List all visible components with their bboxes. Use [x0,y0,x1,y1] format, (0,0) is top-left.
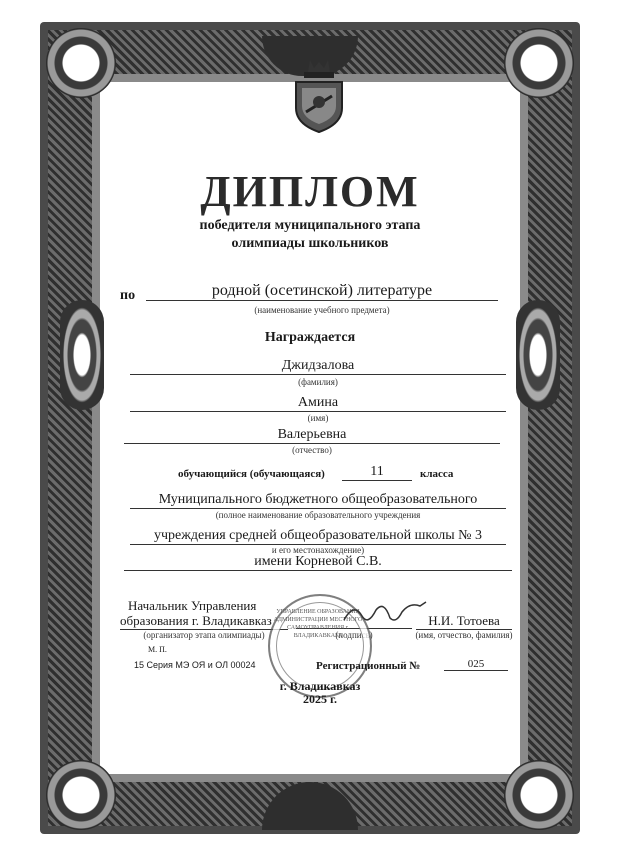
awarded-label: Награждается [264,330,356,345]
series-number: 15 Серия МЭ ОЯ и ОЛ 00024 [134,660,256,670]
diploma-title: ДИПЛОМ [200,167,420,216]
school-line-3: имени Корневой С.В. [124,554,512,571]
subject-prefix: по [120,288,136,303]
school-caption-1: (полное наименование образовательного учреждения [215,510,421,520]
school-line-2: учреждения средней общеобразовательной школы № 3 [130,528,506,545]
subtitle-line-2: олимпиады школьников [231,236,389,251]
corner-ornament-bottom-right [504,760,574,830]
signatory-name-caption: (имя, отчество, фамилия) [415,630,513,640]
side-ornament-right [516,300,560,410]
signature-icon [340,598,430,628]
corner-ornament-top-right [504,28,574,98]
name-value: Амина [130,395,506,412]
surname-caption: (фамилия) [298,377,338,387]
year: 2025 г. [302,692,338,706]
surname-value: Джидзалова [130,358,506,375]
registration-label: Регистрационный № [316,660,421,672]
city: г. Владикавказ [279,679,361,693]
org-line-2: образования г. Владикавказ [120,613,288,630]
org-line-1: Начальник Управления [128,598,257,613]
coat-of-arms-icon [290,56,348,134]
signatory-name: Н.И. Тотоева [416,613,512,630]
patronymic-caption: (отчество) [292,445,332,455]
registration-number: 025 [444,658,508,671]
org-caption: (организатор этапа олимпиады) [143,630,265,640]
grade-suffix: класса [420,468,454,480]
corner-ornament-bottom-left [46,760,116,830]
grade-value: 11 [342,464,412,481]
patronymic-value: Валерьевна [124,427,500,444]
name-caption: (имя) [307,413,329,423]
grade-prefix: обучающийся (обучающаяся) [178,468,325,480]
school-caption-2: и его местонахождение) [271,545,365,555]
subject-value: родной (осетинской) литературе [146,282,498,301]
subtitle-line-1: победителя муниципального этапа [199,218,421,233]
signature-caption: (подпись) [335,630,373,640]
stamp-label: М. П. [148,645,167,654]
side-ornament-left [60,300,104,410]
subject-caption: (наименование учебного предмета) [254,305,390,315]
school-line-1: Муниципального бюджетного общеобразовательного [130,492,506,509]
seal-text: УПРАВЛЕНИЕ ОБРАЗОВАНИЯ АДМИНИСТРАЦИИ МЕСТНОГО САМОУПРАВЛЕНИЯ г. ВЛАДИКАВКАЗА [273,609,363,639]
corner-ornament-top-left [46,28,116,98]
